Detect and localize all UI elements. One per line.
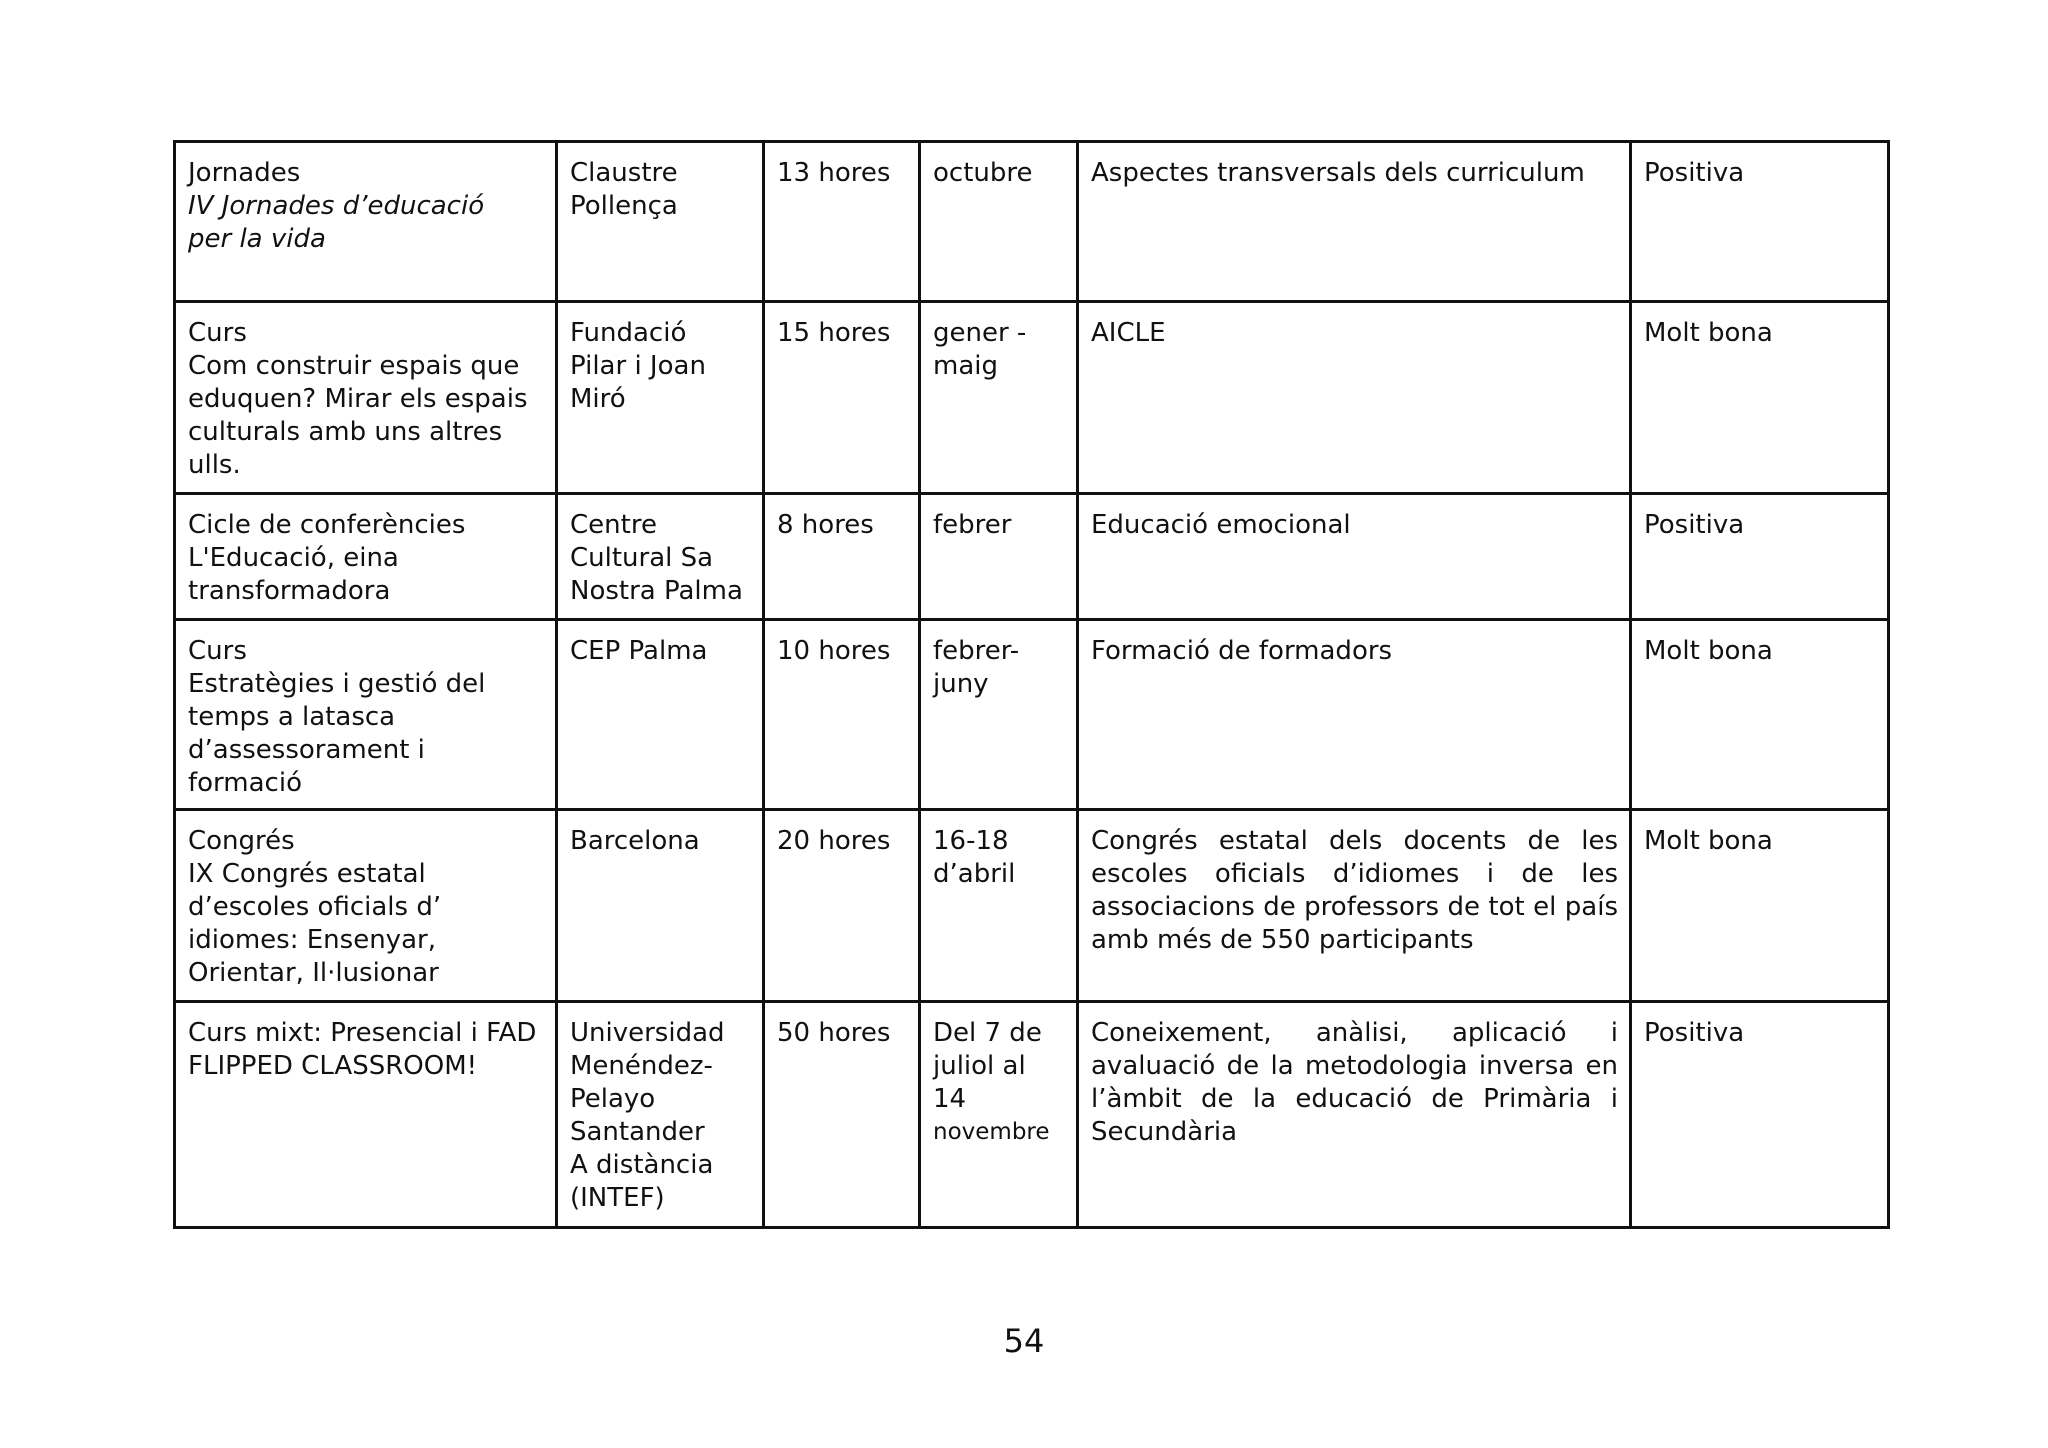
organizer-cell [557, 1002, 764, 1228]
rating-text: Positiva [1644, 510, 1745, 540]
hours-cell [764, 1002, 920, 1228]
table-row [175, 1002, 1889, 1228]
date-cell [920, 810, 1078, 1002]
organizer-cell [557, 620, 764, 810]
date-text: febrer- juny [933, 636, 1020, 699]
hours-cell [764, 142, 920, 302]
table-row [175, 142, 1889, 302]
rating-text: Molt bona [1644, 636, 1773, 666]
organizer-text: Fundació Pilar i Joan Miró [570, 318, 706, 414]
organizer-cell [557, 302, 764, 494]
activity-type: Congrés [188, 826, 295, 856]
activity-title: IV Jornades d’educació per la vida [188, 191, 485, 254]
table-row [175, 494, 1889, 620]
date-text: gener - maig [933, 318, 1027, 381]
activity-cell [175, 302, 557, 494]
organizer-cell [557, 142, 764, 302]
date-cell [920, 620, 1078, 810]
page-number: 54 [1003, 1322, 1045, 1360]
date-cell [920, 494, 1078, 620]
table-row [175, 810, 1889, 1002]
activity-type: Curs [188, 318, 247, 348]
topic-text: Congrés estatal dels docents de les escoles oficials d’idiomes i de les associacions de professors de tot el país amb més de 550 participants [1091, 826, 1618, 955]
activity-type: Cicle de conferències [188, 510, 466, 540]
topic-cell [1078, 142, 1631, 302]
topic-cell [1078, 810, 1631, 1002]
hours-text: 50 hores [777, 1018, 891, 1048]
hours-text: 8 hores [777, 510, 874, 540]
training-activities-table [173, 140, 1890, 1229]
table-row [175, 620, 1889, 810]
topic-text: Coneixement, anàlisi, aplicació i avaluació de la metodologia inversa en l’àmbit de la educació de Primària i Secundària [1091, 1018, 1618, 1147]
date-cell [920, 1002, 1078, 1228]
date-text-small: novembre [933, 1119, 1050, 1145]
activity-cell [175, 810, 557, 1002]
topic-text: Formació de formadors [1091, 636, 1393, 666]
topic-cell [1078, 494, 1631, 620]
date-text: octubre [933, 158, 1033, 188]
activity-type: Curs mixt: Presencial i FAD [188, 1018, 537, 1048]
rating-cell [1631, 302, 1889, 494]
activity-title: L'Educació, eina transformadora [188, 543, 399, 606]
activity-type: Curs [188, 636, 247, 666]
organizer-text: Claustre Pollença [570, 158, 678, 221]
rating-cell [1631, 620, 1889, 810]
rating-text: Positiva [1644, 1018, 1745, 1048]
hours-text: 15 hores [777, 318, 891, 348]
activity-cell [175, 1002, 557, 1228]
date-text: febrer [933, 510, 1012, 540]
rating-cell [1631, 494, 1889, 620]
hours-text: 20 hores [777, 826, 891, 856]
rating-text: Positiva [1644, 158, 1745, 188]
date-cell [920, 302, 1078, 494]
topic-text: AICLE [1091, 318, 1166, 348]
rating-cell [1631, 1002, 1889, 1228]
activity-title: Estratègies i gestió del temps a latasca d’assessorament i formació [188, 669, 486, 798]
activity-cell [175, 142, 557, 302]
activity-type: Jornades [188, 158, 301, 188]
rating-text: Molt bona [1644, 318, 1773, 348]
date-text: Del 7 de juliol al 14 [933, 1018, 1042, 1114]
activity-cell [175, 620, 557, 810]
hours-cell [764, 810, 920, 1002]
topic-cell [1078, 620, 1631, 810]
hours-cell [764, 620, 920, 810]
organizer-cell [557, 810, 764, 1002]
activity-cell [175, 494, 557, 620]
organizer-text: Barcelona [570, 826, 700, 856]
rating-cell [1631, 142, 1889, 302]
hours-text: 10 hores [777, 636, 891, 666]
activity-title: IX Congrés estatal d’escoles oficials d’ idiomes: Ensenyar, Orientar, Il·lusionar [188, 859, 442, 988]
topic-cell [1078, 302, 1631, 494]
date-text: 16-18 d’abril [933, 826, 1016, 889]
hours-text: 13 hores [777, 158, 891, 188]
rating-text: Molt bona [1644, 826, 1773, 856]
organizer-text: Universidad Menéndez- Pelayo Santander A distància (INTEF) [570, 1018, 725, 1213]
organizer-cell [557, 494, 764, 620]
table-row [175, 302, 1889, 494]
topic-text: Aspectes transversals dels curriculum [1091, 158, 1585, 188]
rating-cell [1631, 810, 1889, 1002]
organizer-text: CEP Palma [570, 636, 708, 666]
activity-title: FLIPPED CLASSROOM! [188, 1051, 478, 1081]
date-cell [920, 142, 1078, 302]
topic-text: Educació emocional [1091, 510, 1351, 540]
activity-title: Com construir espais que eduquen? Mirar els espais culturals amb uns altres ulls. [188, 351, 528, 480]
hours-cell [764, 302, 920, 494]
organizer-text: Centre Cultural Sa Nostra Palma [570, 510, 743, 606]
topic-cell [1078, 1002, 1631, 1228]
hours-cell [764, 494, 920, 620]
